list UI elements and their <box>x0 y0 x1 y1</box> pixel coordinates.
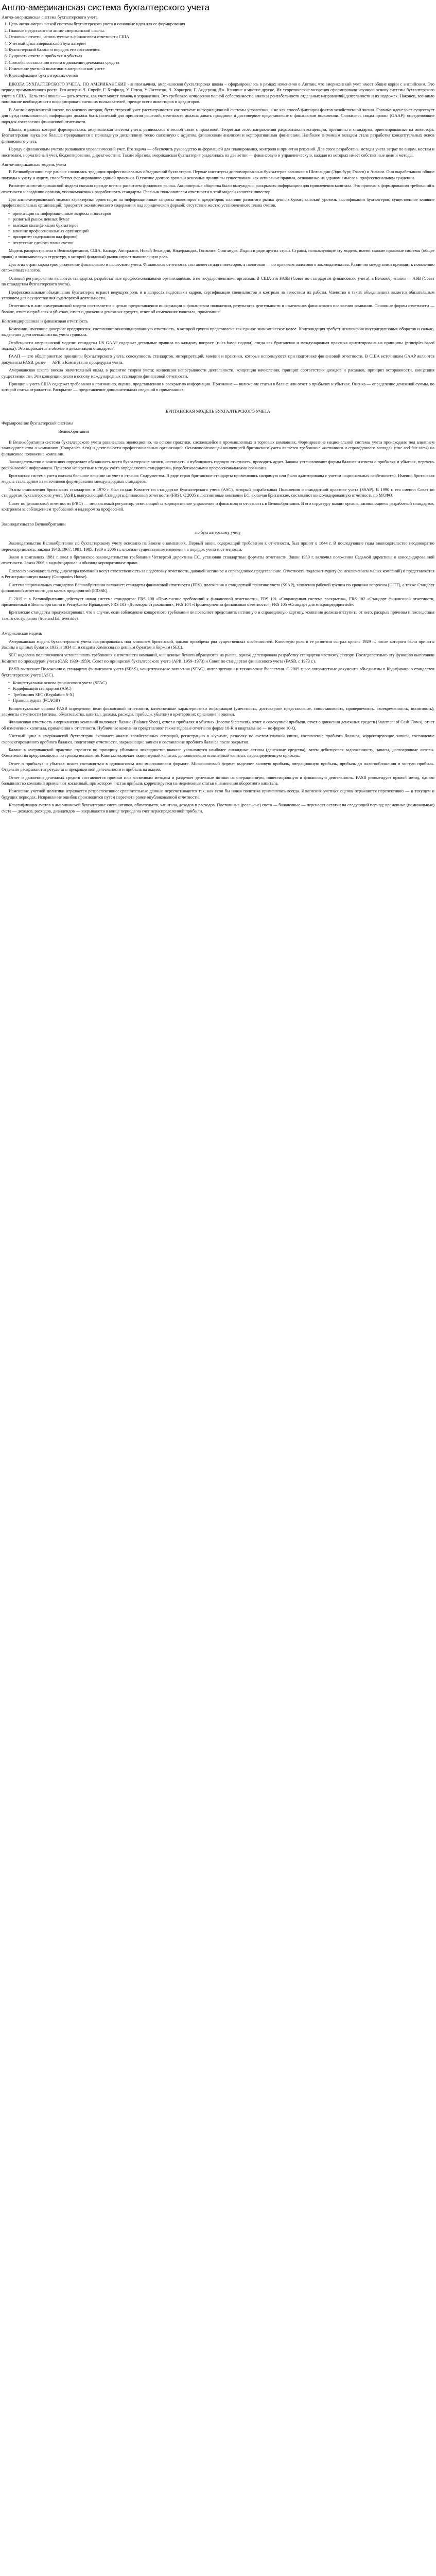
body-paragraph: SEC наделена полномочиями устанавливать требования к отчетности компаний, чьи ценные бумаги обращаются на рынке, однако делегировала разработку стандартов частному сектору. Последовательно эту функцию выполняли Комитет по процедурам учета (CAP, 1939–1959), Совет по принципам бухгалтерского учета (APB, 1959–1973) и Совет по стандартам финансового учета (FASB, с 1973 г.). <box>2 653 434 664</box>
toc-item: 8. Изменение учетной политики в американском учете <box>9 66 434 72</box>
body-paragraph: Американская модель бухгалтерского учета сформировалась под влиянием британской, однако приобрела ряд существенных особенностей. Ключевую роль в ее развитии сыграл кризис 1929 г., после которого были приняты Законы о ценных бумагах 1933 и 1934 гг. и создана Комиссия по ценным бумагам и биржам (SEC). <box>2 639 434 650</box>
body-paragraph: Основой регулирования являются стандарты, разработанные профессиональными организациями, а не государственными органами. В США это FASB (Совет по стандартам финансового учета), в Великобритании — ASB (Совет по стандартам бухгалтерского учета). <box>2 276 434 287</box>
body-paragraph: Этапы становления британских стандартов: в 1970 г. был создан Комитет по стандартам бухгалтерского учета (ASC), который разрабатывал Положения о стандартной практике учета (SSAP). В 1990 г. его сменил Совет по стандартам бухгалтерского учета (ASB), выпускающий Стандарты финансовой отчетности (FRS). С 2005 г. листинговые компании ЕС, включая британские, составляют консолидированную отчетность по МСФО. <box>2 487 434 498</box>
body-paragraph: Развитие англо-американской модели связано прежде всего с развитием фондового рынка. Акционерные общества были вынуждены раскрывать информацию для привлечения капитала. Это привело к формированию требований к отчетности и созданию органов, уполномоченных разрабатывать стандарты. Главным пользователем отчетности в этой модели является инвестор. <box>2 183 434 194</box>
section-label: по бухгалтерскому учету <box>195 530 241 535</box>
body-paragraph: FASB выпускает Положения о стандартах финансового учета (SFAS), концептуальные заявления (SFAC), интерпретации и технические бюллетени. С 2009 г. все авторитетные документы объединены в Кодификацию стандартов бухгалтерского учета (ASC). <box>2 667 434 677</box>
body-paragraph: Для этих стран характерно разделение финансового и налогового учета. Финансовая отчетность составляется для инвесторов, а налоговая — по правилам налогового законодательства. Различия между ними приводят к появлению отложенных налогов. <box>2 262 434 273</box>
body-paragraph: Концептуальные основы FASB определяют цели финансовой отчетности, качественные характеристики информации (уместность, достоверное представление, сопоставимость, проверяемость, своевременность, понятность), элементы отчетности (активы, обязательства, капитал, доходы, расходы, прибыли, убытки) и критерии их признания и оценки. <box>2 706 434 717</box>
list-item: • высокая квалификация бухгалтеров <box>13 223 434 228</box>
body-paragraph: Модель распространена в Великобритании, США, Канаде, Австралии, Новой Зеландии, Нидерландах, Гонконге, Сингапуре, Индии и ряде других стран. Страны, использующие эту модель, имеют схожие правовые системы (общее право) и экономическую структуру, в которой фондовый рынок играет значительную роль. <box>2 248 434 259</box>
body-paragraph: Совет по финансовой отчетности (FRC) — независимый регулятор, отвечающий за корпоративное управление и финансовую отчетность в Великобритании. В его структуру входят органы, занимающиеся разработкой стандартов, контролем за соблюдением требований и надзором за профессией. <box>2 501 434 512</box>
body-paragraph: В Англо-американской школе, по мнению авторов, бухгалтерский учет рассматривается как элемент информационной системы управления, а не как способ фиксации фактов хозяйственной жизни. Главные идеи: учет существует для нужд пользователей; информация должна быть полезной для принятия решений; отчетность должна давать правдивое и достоверное представление о финансовом положении. Сложились своды правил (GAAP), определяющие порядок составления финансовой отчетности. <box>2 107 434 124</box>
toc-item: 9. Классификация бухгалтерских счетов <box>9 73 434 78</box>
toc-item: 3. Основные отчеты, используемые в финансовом отчетности США <box>9 34 434 40</box>
body-paragraph: Согласно законодательству, директора компании несут ответственность за подготовку отчетности, дающей истинное и справедливое представление. Отчетность подлежит аудиту (за исключением малых компаний) и представляется в Регистрационную палату (Companies House). <box>2 568 434 580</box>
toc-item: 4. Учетный цикл американской бухгалтерии <box>9 41 434 46</box>
body-paragraph: Особенности американской модели: стандарты US GAAP содержат детальные правила по каждому вопросу (rules-based подход), тогда как британская и международная практика ориентирована на принципы (principles-based подход). Это выражается в объеме и детализации стандартов. <box>2 340 434 351</box>
section-label: Законодательство Великобритании <box>2 522 66 527</box>
body-paragraph: Закон о компаниях 1981 г. ввел в британское законодательство требования Четвертой директивы ЕС, установив стандартные форматы отчетности. Закон 1989 г. включил положения Седьмой директивы о консолидированной отчетности. Закон 2006 г. кодифицировал и обновил корпоративное право. <box>2 555 434 566</box>
list-item: • Требования SEC (Regulation S-X) <box>13 692 434 698</box>
body-paragraph: Отчет о движении денежных средств составляется прямым или косвенным методом и разделяет денежные потоки на операционную, инвестиционную и финансовую деятельность. FASB рекомендует прямой метод, однако большинство компаний применяют косвенный, при котором чистая прибыль корректируется на неденежные статьи и изменения оборотного капитала. <box>2 775 434 786</box>
body-paragraph: Система национальных стандартов Великобритании включает: стандарты финансовой отчетности (FRS), положения о стандартной практике учета (SSAP), заявления рабочей группы по срочным вопросам (UITF), а также Стандарт финансовой отчетности для малых предприятий (FRSSE). <box>2 582 434 594</box>
body-paragraph: ГААП — это общепринятые принципы бухгалтерского учета, совокупность стандартов, интерпретаций, мнений и практики, которые используются при подготовке финансовой отчетности. В США источником GAAP являются документы FASB, ранее — APB и Комитета по процедурам учета. <box>2 354 434 365</box>
body-paragraph: ШКОЛА БУХГАЛТЕРСКОГО УЧЕТА. ПО АМЕРИКАНСКИЕ - англоязычная, американская бухгалтерская школа – сформировалась в рамках изменения в Англии, что американский учет имеет общие корни с английским. Это период промышленного роста. Его авторы: Ч. Спрейг, Г. Хэтфилд, У. Патон, У. Литтлтон, Ч. Хорнгрен, Г. Андерсон, Дж. Кэннинг и многие другие. Их теоретические воззрения сформировали научную основу системы бухгалтерского учета в США. Цель этой школы — дать ответы, как учет может помочь в управлении. Это требовало исчисления полной себестоимости, анализа рентабельности отдельных направлений деятельности и их издержек. Наконец, возникло понимание необходимости информировать внешних пользователей, прежде всего инвесторов и кредиторов. <box>2 82 434 105</box>
body-paragraph: Принципы учета США содержат требования к признанию, оценке, представлению и раскрытию информации. Признание — включение статьи в баланс или отчет о прибылях и убытках. Оценка — определение денежной суммы, по которой статья отражается. Раскрытие — представление дополнительных сведений в примечаниях. <box>2 381 434 393</box>
body-paragraph: Законодательство о компаниях определяет обязанность вести бухгалтерские записи, составлять и публиковать годовую отчетность, проводить аудит. Законы устанавливают формы баланса и отчета о прибылях и убытках, перечень раскрываемой информации. При этом конкретные методы учета определяются стандартами, разрабатываемыми профессиональными органами. <box>2 460 434 470</box>
body-paragraph: В Великобритании еще раньше сложилась традиция профессиональных объединений бухгалтеров. Первые институты дипломированных бухгалтеров возникли в Шотландии (Эдинбург, Глазго) и Англии. Они вырабатывали общие подходы к учету и аудиту, способствуя формированию единой практики. В течение долгого времени основные принципы существовали как неписаные правила, основанные на здравом смысле и профессиональном суждении. <box>2 170 434 180</box>
body-paragraph: Британская система учета оказала большое влияние на учет в странах Содружества. В ряде стран британские стандарты применялись напрямую или были адаптированы с учетом национальных особенностей. Именно британская модель стала одним из источников формирования международных стандартов. <box>2 473 434 484</box>
document-subtitle: Англо-американская система бухгалтерского учета <box>2 14 98 20</box>
body-paragraph: Наряду с финансовым учетом развивался управленческий учет. Его задача — обеспечить руководство информацией для планирования, контроля и принятия решений. Для этого разработаны методы учета затрат по видам, местам и носителям, нормативный учет, бюджетирование, директ-костинг. Таким образом, американская бухгалтерия разделилась на две ветви — финансовую и управленческую, каждая из которых имеет собственные цели и методы. <box>2 147 434 158</box>
body-paragraph: Изменение учетной политики отражается ретроспективно: сравнительные данные пересчитываются так, как если бы новая политика применялась всегда. Изменения учетных оценок отражаются перспективно — в текущем и будущих периодах. Исправление ошибок производится путем пересчета ранее опубликованной отчетности. <box>2 789 434 800</box>
body-paragraph: Школа, в рамках которой формировалась американская система учета, развивалась в тесной связи с практикой. Теоретики этого направления разрабатывали концепции, принципы и стандарты, ориентированные на инвестора. Бухгалтерская наука все больше превращается в прикладную дисциплину, тесно связанную с аудитом, финансовым анализом и корпоративными финансами. Наиболее значимым вкладом стала разработка концептуальных основ финансового учета. <box>2 127 434 144</box>
section-label: Американская модель <box>2 631 42 636</box>
document-title: Англо-американская система бухгалтерского учета <box>2 3 210 12</box>
body-paragraph: Финансовая отчетность американских компаний включает: баланс (Balance Sheet), отчет о прибылях и убытках (Income Statement), отчет о совокупной прибыли, отчет о движении денежных средств (Statement of Cash Flows), отчет об изменениях капитала, примечания к отчетности. Публичные компании представляют также годовые отчеты по форме 10-K и квартальные — по форме 10-Q. <box>2 720 434 731</box>
list-item: • влияние профессиональных организаций <box>13 228 434 234</box>
body-paragraph: Отчет о прибылях и убытках может составляться в одношаговом или многошаговом формате. Многошаговый формат выделяет валовую прибыль, операционную прибыль, прибыль до налогообложения и чистую прибыль. Отдельно раскрываются результаты прекращенной деятельности и прибыль на акцию. <box>2 761 434 772</box>
list-item: • развитый рынок ценных бумаг <box>13 216 434 222</box>
body-paragraph: Учетный цикл в американской бухгалтерии включает: анализ хозяйственных операций, регистрацию в журнале, разноску по счетам главной книги, составление пробного баланса, корректирующие записи, составление скорректированного пробного баланса, подготовку отчетности, закрывающие записи и составление пробного баланса после закрытия. <box>2 734 434 744</box>
section-label: Формирование бухгалтерской системы <box>2 421 73 426</box>
toc-item: 1. Цель англо-американской системы бухгалтерского учета и основные идеи для ее формирования <box>9 21 434 27</box>
table-of-contents <box>2 21 434 78</box>
section-heading: Консолидированная и финансовая отчетность <box>2 318 88 324</box>
body-paragraph: Британские стандарты предусматривают, что в случае, если соблюдение конкретного требования не позволяет представить истинную и справедливую картину, компания должна отступить от него, раскрыв причины и последствия такого отступления (true and fair override). <box>2 610 434 621</box>
toc-item: 2. Главные представители англо-американской школы. <box>9 28 434 33</box>
body-paragraph: Американская школа внесла значительный вклад в развитие теории учета: концепция непрерывности деятельности, концепция начисления, принцип соответствия доходов и расходов, принцип осторожности, концепция существенности. Эти концепции легли в основу международных стандартов финансовой отчетности. <box>2 368 434 379</box>
section-heading-centered: БРИТАНСКАЯ МОДЕЛЬ БУХГАЛТЕРСКОГО УЧЕТА <box>166 408 270 414</box>
body-paragraph: Отчетность в англо-американской модели составляется с целью предоставления информации о финансовом положении, результатах деятельности и изменениях финансового положения компании. Основные формы отчетности — баланс, отчет о прибылях и убытках, отчет о движении денежных средств, отчет об изменениях капитала, примечания. <box>2 303 434 314</box>
list-item: • отсутствие единого плана счетов <box>13 240 434 246</box>
list-item: • Кодификация стандартов (ASC) <box>13 686 434 691</box>
bullet-list <box>2 680 434 704</box>
toc-item: 7. Способы составления отчета о движении денежных средств <box>9 60 434 65</box>
document-page <box>0 0 436 820</box>
section-label: Великобритании <box>58 429 89 434</box>
body-paragraph: С 2015 г. в Великобритании действует новая система стандартов: FRS 100 «Применение требований к финансовой отчетности», FRS 101 «Сокращенная система раскрытия», FRS 102 «Стандарт финансовой отчетности, применяемый в Великобритании и Республике Ирландия», FRS 103 «Договоры страхования», FRS 104 «Промежуточная финансовая отчетность», FRS 105 «Стандарт для микропредприятий». <box>2 596 434 607</box>
body-paragraph: Баланс в американской практике строится по принципу убывания ликвидности: вначале указываются наиболее ликвидные активы (денежные средства), затем дебиторская задолженность, запасы, долгосрочные активы. Обязательства представляются по срокам погашения. Капитал включает акционерный капитал, дополнительно оплаченный капитал, нераспределенную прибыль. <box>2 748 434 758</box>
list-item: • Правила аудита (PCAOB) <box>13 698 434 703</box>
toc-item: 6. Сущность отчета о прибылях и убытках <box>9 53 434 59</box>
body-paragraph: Профессиональные объединения бухгалтеров играют ведущую роль и в вопросах подготовки кадров, сертификации специалистов и контроля за качеством их работы. Членство в таких объединениях является обязательным условием для осуществления аудиторской деятельности. <box>2 290 434 301</box>
list-item: • Концептуальная основа финансового учета (SFAC) <box>13 680 434 686</box>
body-paragraph: Для англо-американской модели характерны: ориентация на информационные запросы инвесторов и кредиторов; наличие развитого рынка ценных бумаг; высокий уровень квалификации бухгалтеров; существенное влияние профессиональных организаций; приоритет экономического содержания над юридической формой; отсутствие жестко установленного плана счетов. <box>2 197 434 208</box>
section-heading: Англо-американская модель учета <box>2 161 66 167</box>
bullet-list <box>2 211 434 246</box>
body-paragraph: Компании, имеющие дочерние предприятия, составляют консолидированную отчетность, в которой группа представлена как единое экономическое целое. Консолидация требует исключения внутригрупповых оборотов и сальдо, выделения доли меньшинства, учета гудвилла. <box>2 326 434 337</box>
body-paragraph: Законодательство Великобритании по бухгалтерскому учету основано на Законе о компаниях. Первый закон, содержащий требования к отчетности, был принят в 1844 г. В последующие годы законодательство неоднократно пересматривалось: законы 1948, 1967, 1981, 1985, 1989 и 2006 гг. вносили существенные изменения в порядок учета и отчетности. <box>2 541 434 552</box>
body-paragraph: В Великобритании система бухгалтерского учета развивалась эволюционно, на основе практики, сложившейся в промышленных и торговых компаниях. Формирование национальной системы учета происходило под влиянием законодательства о компаниях (Companies Acts) и деятельности профессиональных организаций. Основополагающей концепцией британского учета является требование «истинного и справедливого взгляда» (true and fair view) на финансовое положение компании. <box>2 439 434 456</box>
body-paragraph: Классификация счетов в американской бухгалтерии: счета активов, обязательств, капитала, доходов и расходов. Постоянные (реальные) счета — балансовые — переносят остатки на следующий период; временные (номинальные) счета — доходов, расходов, дивидендов — закрываются в конце периода на счет нераспределенной прибыли. <box>2 803 434 814</box>
list-item: • приоритет содержания над формой <box>13 234 434 240</box>
list-item: • ориентация на информационные запросы инвесторов <box>13 211 434 216</box>
toc-item: 5. Бухгалтерский баланс и порядок его составления. <box>9 47 434 53</box>
